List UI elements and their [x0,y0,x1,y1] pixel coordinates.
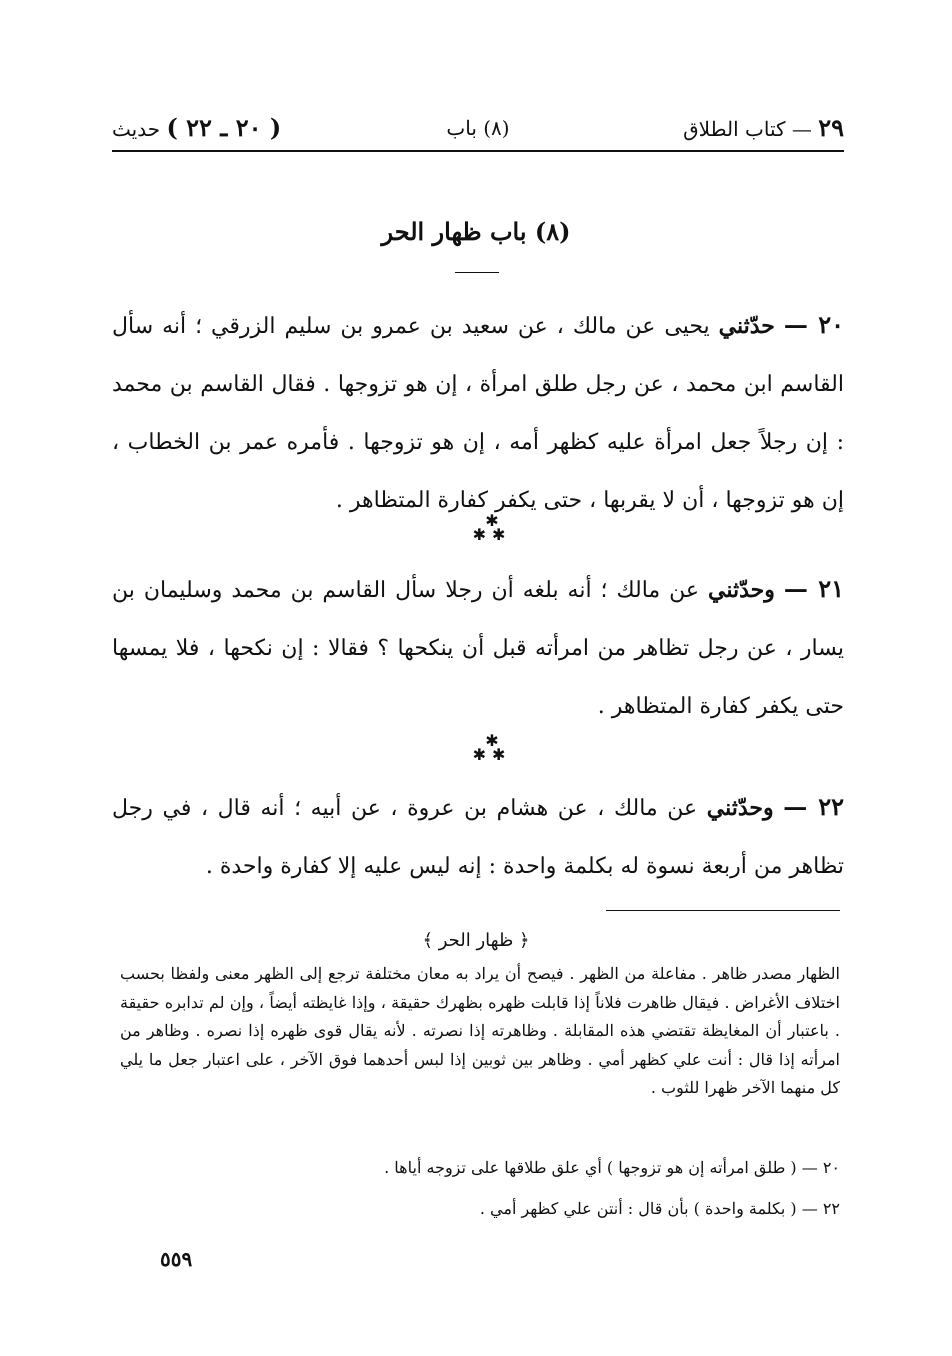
footnote-divider [606,910,840,911]
hadith-opening: وحدّثني [706,795,774,821]
hadith-number: ٢٠ — [783,310,845,339]
chapter-title: (٨) باب ظهار الحر [381,217,571,246]
section-separator: ✱ ✱✱ [472,511,512,544]
chapter-reference: (٨) باب [446,116,510,140]
hadith-number: ٢١ — [783,574,844,603]
hadith-text: يحيى عن مالك ، عن سعيد بن عمرو بن سليم الزرقي ؛ أنه سأل القاسم ابن محمد ، عن رجل طلق امرأة ، إن هو تزوجها . فقال القاسم بن محمد : إن رجلاً جعل امرأة عليه كظهر أمه ، إن هو تزوجها . فأمره عمر بن الخطاب ، إن هو تزوجها ، أن لا يقربها ، حتى يكفر كفارة المتظاهر . [112,314,844,513]
footnote-20: ٢٠ — ( طلق امرأته إن هو تزوجها ) أي علق طلاقها على تزوجه أياها . [384,1158,840,1177]
hadith-range-label: حديث [112,117,161,141]
footnote-body: الظهار مصدر ظاهر . مفاعلة من الظهر . فيصح أن يراد به معان مختلفة ترجع إلى الظهر معنى ولفظا بحسب اختلاف الأغراض . فيقال ظاهرت فلاناً إذا قابلت ظهره بظهرك حقيقة ، وإذا غايظته أيضاً ، وإن لم تدابره حقيقة . باعتبار أن المغايظة تقتضي هذه المقابلة . وظاهرته إذا نصرته . لأنه يقال قوى ظهره إذا نصره . وظاهر من امرأته إذا قال : أنت علي كظهر أمي . وظاهر بين ثوبين إذا لبس أحدهما فوق الآخر ، على اعتبار جعل ما يلي كل منهما الآخر ظهرا للثوب . [120,964,840,1097]
hadith-text: عن مالك ، عن هشام بن عروة ، عن أبيه ؛ أنه قال ، في رجل تظاهر من أربعة نسوة له بكلمة واحدة : إنه ليس عليه إلا كفارة واحدة . [112,796,844,879]
hadith-21 [112,560,844,736]
hadith-range [112,112,281,145]
header-divider [112,150,844,152]
book-number: ٢٩ [818,113,844,142]
footnote-22: ٢٢ — ( بكلمة واحدة ) بأن قال : أنتن علي كظهر أمي . [479,1199,840,1218]
footnote-title: ﴿ ظهار الحر ﴾ [422,930,530,951]
hadith-20 [112,296,844,530]
hadith-opening: حدّثني [718,313,775,339]
hadith-opening: وحدّثني [708,577,775,603]
book-title-text: — كتاب الطلاق [683,117,812,141]
hadith-number: ٢٢ — [783,792,844,821]
section-separator: ✱ ✱✱ [472,731,512,764]
hadith-range-numbers: ( ٢٠ ـ ٢٢ ) [166,113,282,142]
page-number: ٥٥٩ [160,1247,193,1271]
title-underline [455,272,499,273]
running-header [112,112,844,152]
hadith-22 [112,778,844,896]
book-title [683,112,844,145]
hadith-text: عن مالك ؛ أنه بلغه أن رجلا سأل القاسم بن محمد وسليمان بن يسار ، عن رجل تظاهر من امرأته قبل أن ينكحها ؟ فقالا : إن نكحها ، فلا يمسها حتى يكفر كفارة المتظاهر . [112,578,844,719]
